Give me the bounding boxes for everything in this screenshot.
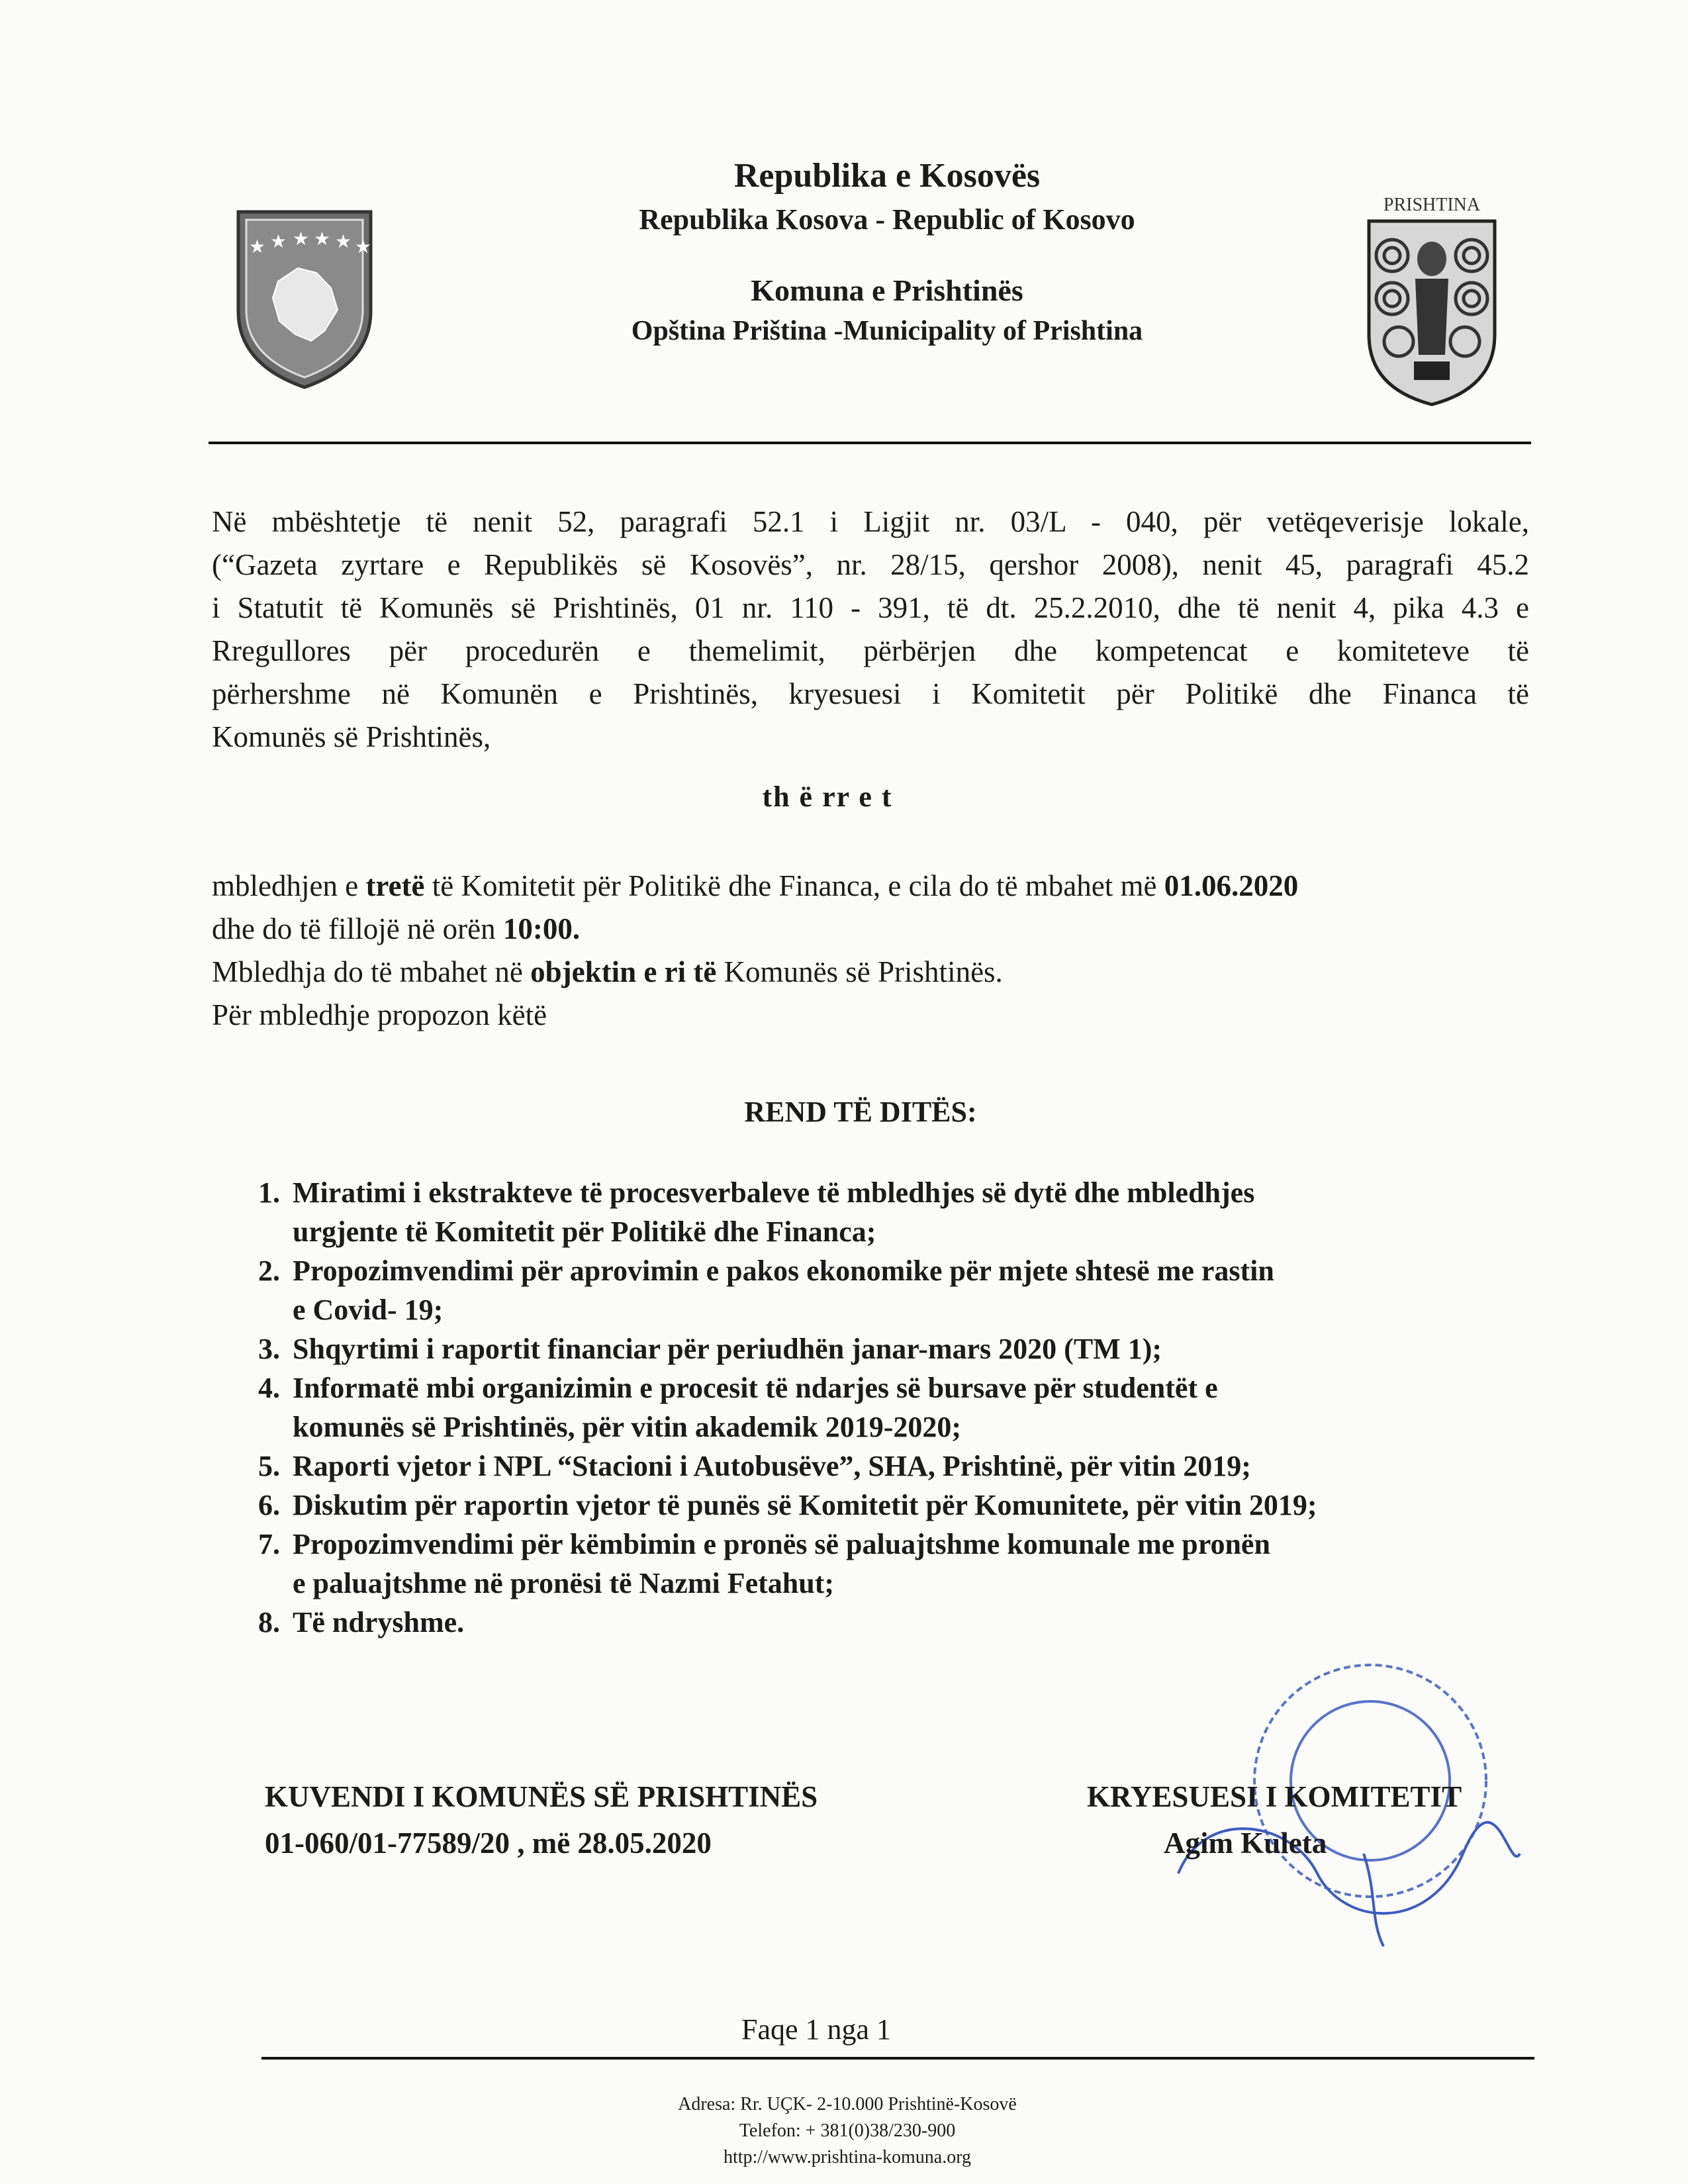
footer-divider — [261, 2057, 1534, 2060]
agenda-item-number: 3. — [258, 1333, 280, 1365]
reference-number: 01-060/01-77589/20 , më 28.05.2020 — [265, 1827, 712, 1860]
agenda-item-number: 4. — [258, 1372, 280, 1404]
agenda-item — [258, 1603, 1516, 1642]
meeting-line-date: mbledhjen e tretë të Komitetit për Politikë dhe Financa, e cila do të mbahet më 01.06.2020 — [212, 869, 1299, 902]
agenda-item-number: 6. — [258, 1489, 280, 1521]
agenda-item-number: 8. — [258, 1606, 280, 1638]
agenda-item-text: komunës së Prishtinës, për vitin akademik 2019-2020; — [293, 1411, 962, 1443]
page-number: Faqe 1 nga 1 — [741, 2013, 892, 2046]
municipality-title: Komuna e Prishtinës — [751, 273, 1023, 307]
agenda-item — [258, 1368, 1516, 1447]
agenda-item-text: Të ndryshme. — [293, 1606, 465, 1638]
agenda-item — [258, 1447, 1516, 1486]
address: Adresa: Rr. UÇK- 2-10.000 Prishtinë-Kosovë — [678, 2094, 1017, 2114]
prishtina-emblem-icon — [1362, 189, 1501, 408]
intro-line: (“Gazeta zyrtare e Republikës së Kosovës”, nr. 28/15, qershor 2008), nenit 45, paragrafi 45.2 — [212, 548, 1529, 581]
svg-text:★: ★ — [293, 228, 310, 250]
agenda-item-text: urgjente të Komitetit për Politikë dhe Financa; — [293, 1215, 876, 1248]
agenda-item-number: 5. — [258, 1450, 280, 1482]
meeting-line-location: Mbledhja do të mbahet në objektin e ri të Komunës së Prishtinës. — [212, 955, 1003, 988]
agenda-item-text: e paluajtshme në pronësi të Nazmi Fetahut; — [293, 1567, 834, 1599]
intro-line: Rregullores për procedurën e themelimit, përbërjen dhe kompetencat e komiteteve të — [212, 634, 1529, 667]
kosovo-emblem-icon — [232, 199, 377, 391]
agenda-item-text: Propozimvendimi për këmbimin e pronës së paluajtshme komunale me pronën — [293, 1528, 1270, 1560]
agenda-item-text: Shqyrtimi i raportit financiar për periudhën janar-mars 2020 (TM 1); — [293, 1333, 1162, 1365]
svg-text:★: ★ — [314, 228, 331, 250]
chair-title: KRYESUESI I KOMITETIT — [1087, 1780, 1462, 1813]
svg-text:★: ★ — [249, 236, 266, 258]
agenda-item-text: Miratimi i ekstrakteve të procesverbaleve të mbledhjes së dytë dhe mbledhjes — [293, 1176, 1255, 1209]
agenda-item — [258, 1251, 1516, 1329]
svg-text:PRISHTINA: PRISHTINA — [1383, 195, 1481, 215]
agenda-item-text: Propozimvendimi për aprovimin e pakos ekonomike për mjete shtesë me rastin — [293, 1255, 1274, 1287]
header-subtitle: Republika Kosova - Republic of Kosovo — [639, 203, 1135, 236]
agenda-item — [258, 1525, 1516, 1603]
agenda-item-text: e Covid- 19; — [293, 1294, 444, 1326]
agenda-item — [258, 1486, 1516, 1525]
municipality-subtitle: Opština Priština -Municipality of Prishtina — [631, 316, 1143, 346]
agenda-item-number: 7. — [258, 1528, 280, 1560]
svg-text:★: ★ — [335, 230, 352, 252]
chair-name: Agim Kuleta — [1164, 1827, 1327, 1860]
intro-paragraph — [212, 500, 1529, 759]
intro-line: i Statutit të Komunës së Prishtinës, 01 nr. 110 - 391, të dt. 25.2.2010, dhe të nenit 4, pika 4.3 e — [212, 591, 1529, 624]
convene-heading: th ë rr e t — [762, 781, 893, 813]
agenda-title: REND TË DITËS: — [744, 1096, 977, 1128]
assembly-name: KUVENDI I KOMUNËS SË PRISHTINËS — [265, 1780, 818, 1813]
agenda-item-text: Diskutim për raportin vjetor të punës së Komitetit për Komunitete, për vitin 2019; — [293, 1489, 1317, 1521]
agenda-item-number: 2. — [258, 1255, 280, 1287]
intro-line: Në mbështetje të nenit 52, paragrafi 52.1 i Ligjit nr. 03/L - 040, për vetëqeverisje lokale, — [212, 505, 1529, 538]
agenda-item — [258, 1329, 1516, 1368]
svg-text:★: ★ — [355, 236, 372, 258]
header-title: Republika e Kosovës — [733, 157, 1041, 195]
agenda-item-text: Raporti vjetor i NPL “Stacioni i Autobusëve”, SHA, Prishtinë, për vitin 2019; — [293, 1450, 1251, 1482]
agenda-item-text: Informatë mbi organizimin e procesit të ndarjes së bursave për studentët e — [293, 1372, 1218, 1404]
header-divider — [209, 442, 1531, 444]
meeting-line-time: dhe do të fillojë në orën 10:00. — [212, 912, 581, 945]
svg-text:★: ★ — [270, 230, 287, 252]
meeting-paragraph — [212, 865, 1529, 1037]
intro-line: Komunës së Prishtinës, — [212, 720, 491, 753]
phone: Telefon: + 381(0)38/230-900 — [739, 2120, 956, 2141]
agenda-item-number: 1. — [258, 1176, 280, 1209]
agenda-list — [258, 1173, 1516, 1642]
website: http://www.prishtina-komuna.org — [723, 2147, 972, 2167]
agenda-item — [258, 1173, 1516, 1251]
meeting-line-proposal: Për mbledhje propozon këtë — [212, 998, 547, 1031]
intro-line: përhershme në Komunën e Prishtinës, kryesuesi i Komitetit për Politikë dhe Financa të — [212, 677, 1529, 710]
